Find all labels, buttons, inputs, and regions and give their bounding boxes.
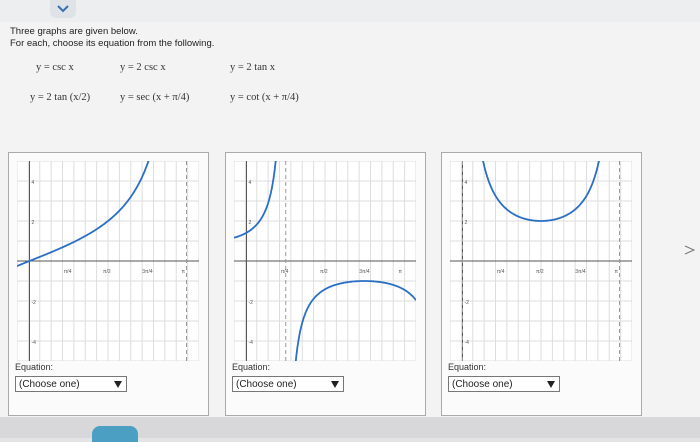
select-value: (Choose one) [452,378,513,390]
y-tick-label: 2 [248,220,252,226]
equation-label: Equation: [232,362,271,372]
graph-card-1 [8,152,209,416]
graph-3 [450,161,632,361]
graph-card-2 [225,152,426,416]
check-button[interactable] [92,426,138,442]
y-tick-label: 4 [31,180,35,186]
select-value: (Choose one) [236,378,297,390]
x-tick-label: π/2 [320,269,328,275]
dropdown-arrow-icon [547,381,555,388]
equation-select-3[interactable] [448,376,560,392]
option-2tan-half: y = 2 tan (x/2) [30,92,91,103]
x-tick-label: π/4 [280,269,289,275]
x-tick-label: π [398,269,402,275]
graph-2 [234,161,416,361]
y-tick-label: -2 [31,300,36,306]
chevron-down-icon [57,5,69,13]
y-tick-label: -4 [464,340,469,346]
x-tick-label: 3π/4 [359,269,370,275]
cursor-icon [684,245,696,255]
equation-label: Equation: [15,362,54,372]
dropdown-arrow-icon [331,381,339,388]
x-tick-label: π/4 [63,269,72,275]
equation-select-2[interactable] [232,376,344,392]
y-tick-label: 2 [464,220,468,226]
y-tick-label: -2 [464,300,469,306]
equation-label: Equation: [448,362,487,372]
option-2tan: y = 2 tan x [230,62,275,73]
x-tick-label: π/2 [536,269,544,275]
x-tick-label: π [181,269,185,275]
y-tick-label: 4 [464,180,468,186]
x-tick-label: 3π/4 [142,269,153,275]
select-value: (Choose one) [19,378,80,390]
graph-1 [17,161,199,361]
collapse-button[interactable] [50,0,76,18]
y-tick-label: 2 [31,220,35,226]
y-tick-label: -4 [31,340,36,346]
question-prompt [10,26,214,50]
option-2csc: y = 2 csc x [120,62,166,73]
dropdown-arrow-icon [114,381,122,388]
option-sec-shift: y = sec (x + π/4) [120,92,190,103]
equation-select-1[interactable] [15,376,127,392]
graph-card-3 [441,152,642,416]
x-tick-label: π/4 [496,269,505,275]
x-tick-label: π/2 [103,269,111,275]
option-cot-shift: y = cot (x + π/4) [230,92,299,103]
top-bar [0,0,700,22]
prompt-line-1: Three graphs are given below. [10,26,138,37]
prompt-line-2: For each, choose its equation from the following. [10,38,215,49]
x-tick-label: 3π/4 [575,269,586,275]
y-tick-label: 4 [248,180,252,186]
y-tick-label: -2 [248,300,253,306]
x-tick-label: π [614,269,618,275]
option-csc: y = csc x [36,62,74,73]
y-tick-label: -4 [248,340,253,346]
